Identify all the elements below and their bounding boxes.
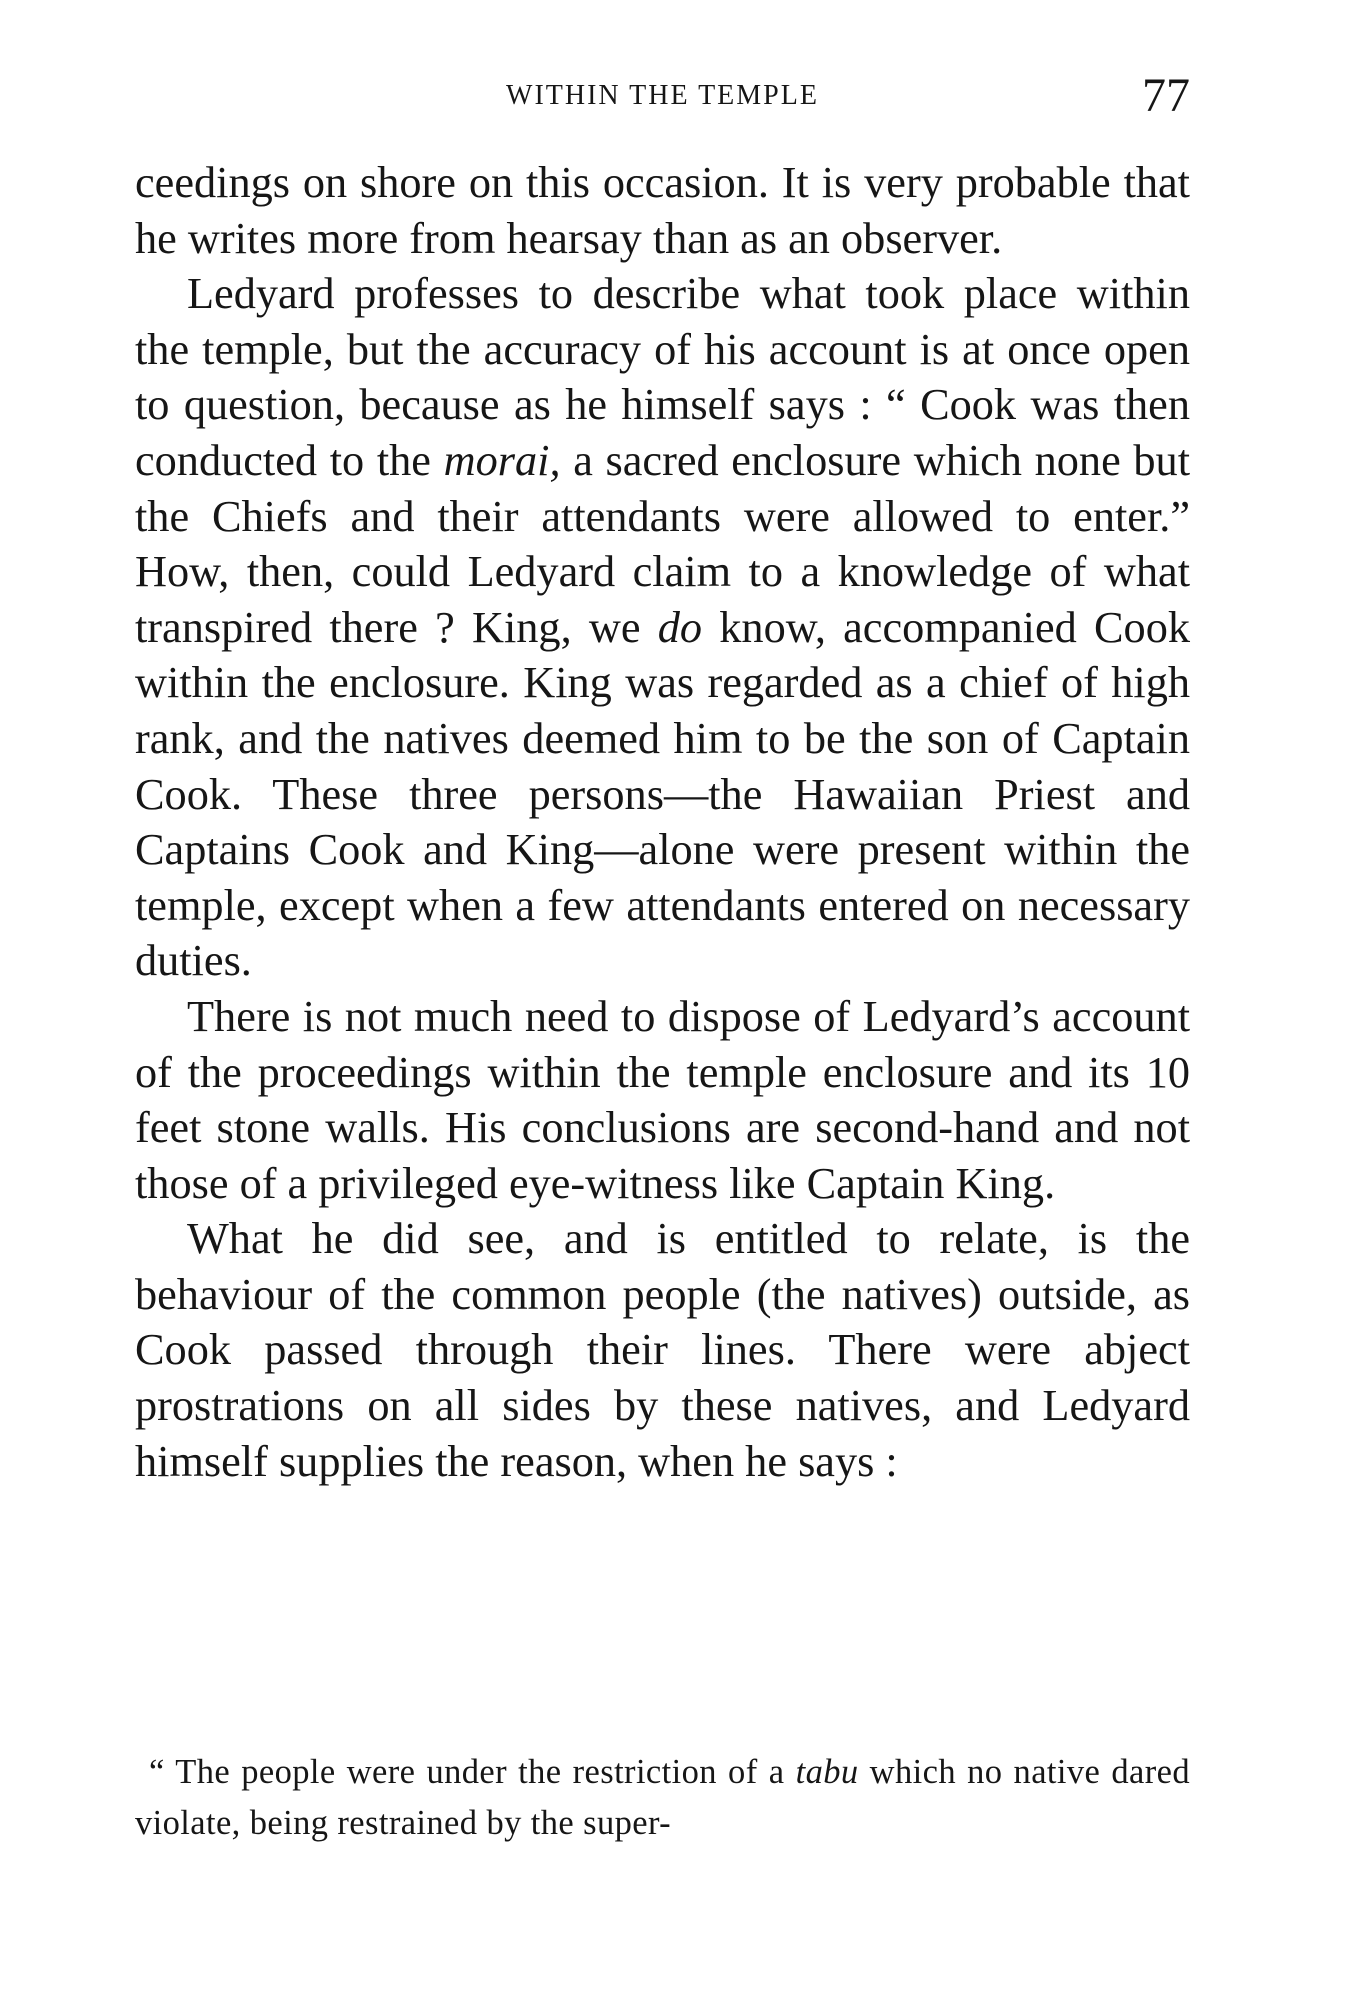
running-head bbox=[135, 69, 1190, 132]
italic-emphasis-do: do bbox=[657, 602, 703, 652]
paragraph-not-much-need: There is not much need to dispose of Ledyard’s account of the proceedings within the temple enclosure and its 10 feet stone walls. His conclusions are second-hand and not those of a privileged eye-witness like Captain King. bbox=[135, 991, 1190, 1208]
running-title: WITHIN THE TEMPLE bbox=[506, 80, 819, 111]
paragraph-text-part: a sacred enclosure which none but the Chiefs and their attendants were allowed to enter.” How, then, could Ledyard claim to a knowledge of what transpired there ? King, we bbox=[135, 435, 1191, 652]
paragraph-continuation: ceedings on shore on this occasion. It is very probable that he writes more from hearsay than as an observer. bbox=[135, 158, 1190, 263]
page-number: 77 bbox=[1142, 69, 1190, 122]
italic-term-morai: morai, bbox=[443, 435, 561, 485]
italic-term-tabu: tabu bbox=[795, 1753, 859, 1791]
quote-text-part: which no native dared violate, being restrained by the super- bbox=[135, 1753, 1191, 1842]
paragraph-text-part: Ledyard professes to describe what took place within the temple, but the accuracy of his account is at once open to question, because as he himself says : “ Cook was then conducted to the bbox=[135, 269, 1190, 485]
body-text bbox=[135, 155, 1190, 1489]
quote-text-part: “ The people were under the restriction of a bbox=[149, 1753, 796, 1791]
paragraph-ledyard-professes bbox=[135, 266, 1190, 989]
paragraph-text-part: know, accompanied Cook within the enclosure. King was regarded as a chief of high rank, and the natives deemed him to be the son of Captain Cook. These three persons—the Hawaiian Priest and Captains Cook and King—alone were present within the temple, except when a few attendants entered on necessary duties. bbox=[135, 602, 1190, 986]
paragraph-what-he-did-see: What he did see, and is entitled to relate, is the behaviour of the common people (the natives) outside, as Cook passed through their lines. There were abject prostrations on all sides by these natives, and Ledyard himself supplies the reason, when he says : bbox=[135, 1214, 1190, 1486]
block-quote bbox=[135, 1747, 1190, 1849]
